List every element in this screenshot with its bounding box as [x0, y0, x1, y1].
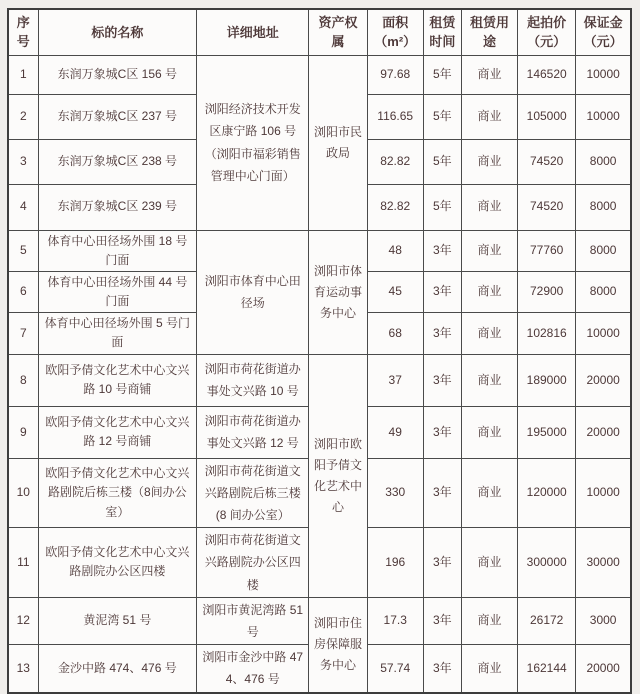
cell-area: 45 [367, 271, 423, 312]
cell-deposit: 8000 [576, 230, 631, 271]
cell-name: 东润万象城C区 156 号 [38, 55, 197, 94]
cell-no: 2 [8, 94, 38, 139]
cell-no: 10 [8, 458, 38, 528]
cell-area: 116.65 [367, 94, 423, 139]
cell-name: 黄泥湾 51 号 [38, 597, 197, 644]
auction-table-container [7, 8, 632, 694]
cell-name: 金沙中路 474、476 号 [38, 645, 197, 693]
cell-no: 7 [8, 313, 38, 354]
cell-term: 5年 [423, 94, 461, 139]
cell-name: 体育中心田径场外围 18 号门面 [38, 230, 197, 271]
cell-area: 37 [367, 354, 423, 406]
cell-term: 5年 [423, 184, 461, 230]
cell-address: 浏阳市金沙中路 474、476 号 [197, 645, 309, 693]
cell-purpose: 商业 [461, 55, 517, 94]
header-owner: 资产权属 [309, 9, 367, 55]
cell-area: 97.68 [367, 55, 423, 94]
cell-name: 欧阳予倩文化艺术中心文兴路剧院办公区四楼 [38, 528, 197, 598]
cell-purpose: 商业 [461, 271, 517, 312]
cell-term: 3年 [423, 313, 461, 354]
cell-no: 4 [8, 184, 38, 230]
cell-name: 体育中心田径场外围 5 号门面 [38, 313, 197, 354]
cell-price: 189000 [518, 354, 576, 406]
cell-purpose: 商业 [461, 458, 517, 528]
cell-purpose: 商业 [461, 139, 517, 184]
cell-price: 72900 [518, 271, 576, 312]
cell-no: 12 [8, 597, 38, 644]
auction-table [7, 8, 632, 694]
table-header [8, 9, 631, 55]
cell-term: 3年 [423, 645, 461, 693]
cell-purpose: 商业 [461, 94, 517, 139]
cell-no: 5 [8, 230, 38, 271]
cell-deposit: 20000 [576, 354, 631, 406]
cell-price: 26172 [518, 597, 576, 644]
cell-address: 浏阳市体育中心田径场 [197, 230, 309, 354]
cell-deposit: 30000 [576, 528, 631, 598]
cell-name: 欧阳予倩文化艺术中心文兴路 10 号商铺 [38, 354, 197, 406]
cell-term: 3年 [423, 271, 461, 312]
cell-term: 3年 [423, 354, 461, 406]
cell-name: 欧阳予倩文化艺术中心文兴路 12 号商铺 [38, 406, 197, 458]
header-address: 详细地址 [197, 9, 309, 55]
header-row [8, 9, 631, 55]
cell-area: 330 [367, 458, 423, 528]
cell-owner: 浏阳市民政局 [309, 55, 367, 230]
cell-purpose: 商业 [461, 406, 517, 458]
cell-deposit: 20000 [576, 645, 631, 693]
table-row [8, 354, 631, 406]
table-row [8, 597, 631, 644]
header-name: 标的名称 [38, 9, 197, 55]
cell-term: 3年 [423, 406, 461, 458]
cell-price: 300000 [518, 528, 576, 598]
cell-address: 浏阳经济技术开发区康宁路 106 号（浏阳市福彩销售管理中心门面） [197, 55, 309, 230]
cell-purpose: 商业 [461, 184, 517, 230]
cell-price: 146520 [518, 55, 576, 94]
cell-deposit: 8000 [576, 139, 631, 184]
cell-name: 体育中心田径场外围 44 号门面 [38, 271, 197, 312]
cell-price: 74520 [518, 184, 576, 230]
cell-no: 8 [8, 354, 38, 406]
cell-address: 浏阳市荷花街道办事处文兴路 12 号 [197, 406, 309, 458]
cell-owner: 浏阳市欧阳予倩文化艺术中心 [309, 354, 367, 597]
header-no: 序号 [8, 9, 38, 55]
header-deposit: 保证金（元） [576, 9, 631, 55]
cell-purpose: 商业 [461, 645, 517, 693]
cell-purpose: 商业 [461, 313, 517, 354]
cell-no: 9 [8, 406, 38, 458]
cell-owner: 浏阳市体育运动事务中心 [309, 230, 367, 354]
cell-no: 6 [8, 271, 38, 312]
cell-name: 东润万象城C区 237 号 [38, 94, 197, 139]
cell-term: 3年 [423, 528, 461, 598]
cell-deposit: 8000 [576, 184, 631, 230]
cell-address: 浏阳市荷花街道文兴路剧院办公区四楼 [197, 528, 309, 598]
cell-area: 196 [367, 528, 423, 598]
cell-address: 浏阳市荷花街道文兴路剧院后栋三楼(8 间办公室） [197, 458, 309, 528]
cell-owner: 浏阳市住房保障服务中心 [309, 597, 367, 692]
table-row [8, 55, 631, 94]
cell-deposit: 10000 [576, 94, 631, 139]
cell-area: 68 [367, 313, 423, 354]
cell-deposit: 10000 [576, 313, 631, 354]
cell-no: 1 [8, 55, 38, 94]
cell-area: 57.74 [367, 645, 423, 693]
cell-address: 浏阳市荷花街道办事处文兴路 10 号 [197, 354, 309, 406]
cell-price: 120000 [518, 458, 576, 528]
cell-price: 77760 [518, 230, 576, 271]
cell-area: 17.3 [367, 597, 423, 644]
cell-term: 3年 [423, 458, 461, 528]
cell-price: 105000 [518, 94, 576, 139]
cell-address: 浏阳市黄泥湾路 51 号 [197, 597, 309, 644]
cell-price: 195000 [518, 406, 576, 458]
cell-term: 3年 [423, 230, 461, 271]
cell-name: 东润万象城C区 238 号 [38, 139, 197, 184]
cell-price: 74520 [518, 139, 576, 184]
cell-price: 162144 [518, 645, 576, 693]
header-price: 起拍价（元） [518, 9, 576, 55]
cell-deposit: 3000 [576, 597, 631, 644]
cell-term: 5年 [423, 55, 461, 94]
cell-price: 102816 [518, 313, 576, 354]
cell-no: 3 [8, 139, 38, 184]
cell-term: 5年 [423, 139, 461, 184]
cell-deposit: 20000 [576, 406, 631, 458]
cell-deposit: 10000 [576, 55, 631, 94]
cell-purpose: 商业 [461, 597, 517, 644]
cell-name: 东润万象城C区 239 号 [38, 184, 197, 230]
cell-purpose: 商业 [461, 230, 517, 271]
cell-area: 82.82 [367, 139, 423, 184]
cell-area: 48 [367, 230, 423, 271]
cell-deposit: 10000 [576, 458, 631, 528]
cell-area: 49 [367, 406, 423, 458]
cell-no: 13 [8, 645, 38, 693]
cell-deposit: 8000 [576, 271, 631, 312]
cell-term: 3年 [423, 597, 461, 644]
table-body [8, 55, 631, 693]
header-purpose: 租赁用途 [461, 9, 517, 55]
cell-no: 11 [8, 528, 38, 598]
cell-purpose: 商业 [461, 354, 517, 406]
cell-area: 82.82 [367, 184, 423, 230]
table-row [8, 230, 631, 271]
cell-name: 欧阳予倩文化艺术中心文兴路剧院后栋三楼（8间办公室） [38, 458, 197, 528]
cell-purpose: 商业 [461, 528, 517, 598]
header-term: 租赁时间 [423, 9, 461, 55]
header-area: 面积（m²） [367, 9, 423, 55]
